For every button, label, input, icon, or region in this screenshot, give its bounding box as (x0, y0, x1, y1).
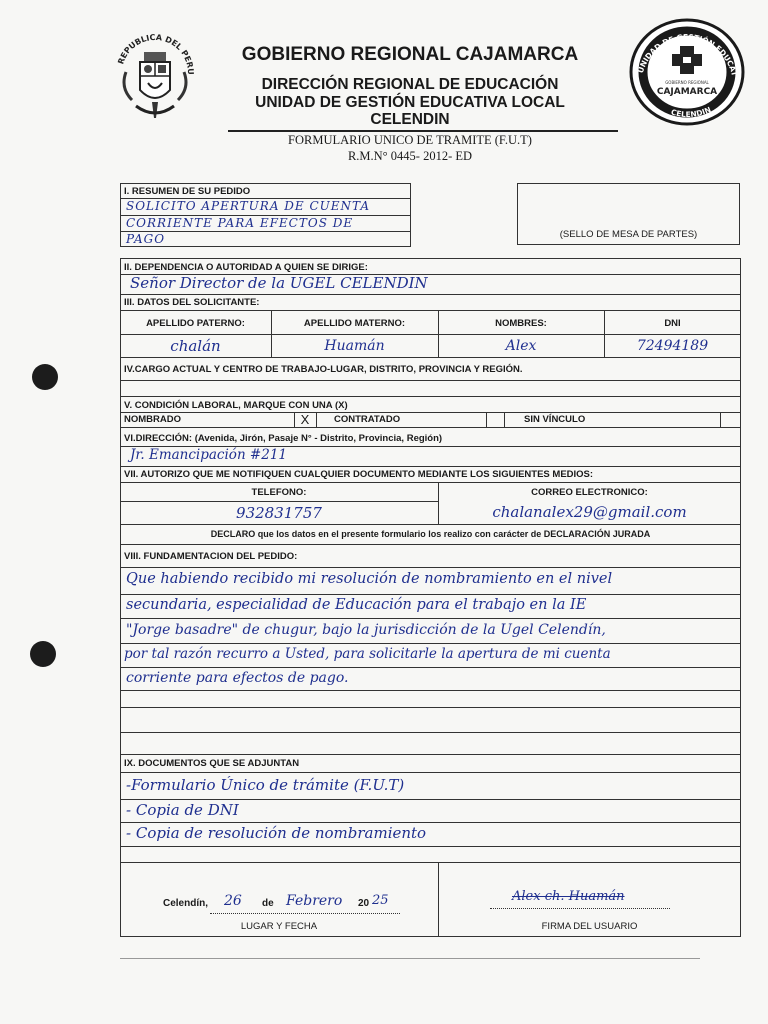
divider (120, 618, 741, 619)
date-year-suffix: 25 (372, 893, 389, 908)
peru-coat-of-arms-seal (112, 28, 198, 122)
section9-title: IX. DOCUMENTOS QUE SE ADJUNTAN (124, 758, 300, 769)
phone-label: TELEFONO: (251, 486, 307, 498)
divider (120, 567, 741, 568)
section5-title: V. CONDICIÓN LABORAL, MARQUE CON UNA (X) (124, 400, 348, 411)
divider (120, 544, 741, 545)
section4-title: IV.CARGO ACTUAL Y CENTRO DE TRABAJO-LUGAR, DISTRITO, PROVINCIA Y REGIÓN. (124, 364, 523, 375)
divider (486, 412, 487, 427)
value-apellido-paterno: chalán (170, 337, 221, 355)
section6-title: VI.DIRECCIÓN: (Avenida, Jirón, Pasaje N° - Distrito, Provincia, Región) (124, 433, 443, 444)
direction-title: DIRECCIÓN REGIONAL DE EDUCACIÓN (261, 76, 559, 93)
option-contratado: CONTRATADO (334, 414, 401, 425)
section1-title: I. RESUMEN DE SU PEDIDO (124, 186, 251, 197)
ugel-celendin-seal (628, 16, 746, 126)
attachment-item-2: - Copia de DNI (126, 801, 239, 819)
value-apellido-materno: Huamán (324, 338, 385, 354)
date-month: Febrero (286, 893, 343, 909)
date-de: de (262, 898, 274, 909)
reason-line-3: "Jorge basadre" de chugur, bajo la jurisdicción de la Ugel Celendín, (126, 622, 606, 638)
right-seal-center: CAJAMARCA (656, 87, 718, 97)
section2-title: II. DEPENDENCIA O AUTORIDAD A QUIEN SE DIRIGE: (124, 262, 368, 273)
divider (120, 667, 741, 668)
bottom-rule (120, 958, 700, 959)
divider (120, 310, 741, 311)
form-title: FORMULARIO UNICO DE TRAMITE (F.U.T) (288, 133, 532, 147)
header-apellido-materno: APELLIDO MATERNO: (303, 317, 406, 329)
section8-title: VIII. FUNDAMENTACION DEL PEDIDO: (124, 551, 298, 562)
right-seal-text: UNIDAD DE GESTIÓN EDUCAT (635, 32, 739, 78)
divider (120, 482, 741, 483)
date-day: 26 (224, 893, 242, 909)
summary-line-2: CORRIENTE PARA EFECTOS DE (126, 216, 354, 230)
divider (504, 412, 505, 427)
right-seal-small: GOBIERNO REGIONAL (665, 80, 709, 85)
reason-line-5: corriente para efectos de pago. (126, 670, 349, 686)
date-year-prefix: 20 (358, 898, 370, 909)
divider (120, 357, 741, 358)
divider (120, 754, 741, 755)
left-seal-text: REPUBLICA DEL PERU (116, 32, 196, 76)
stamp-label: (SELLO DE MESA DE PARTES) (559, 229, 698, 240)
summary-line-1: SOLICITO APERTURA DE CUENTA (126, 199, 371, 213)
divider (120, 524, 741, 525)
punch-hole-top (32, 364, 58, 390)
address-value: Jr. Emancipación #211 (130, 447, 288, 463)
authority-value: Señor Director de la UGEL CELENDIN (130, 274, 428, 292)
declaration-text: DECLARO que los datos en el presente formulario los realizo con carácter de DECLARACIÓN JURADA (210, 529, 651, 539)
section3-title: III. DATOS DEL SOLICITANTE: (124, 297, 260, 308)
right-seal-bottom: CELENDIN (669, 104, 713, 120)
divider (120, 594, 741, 595)
attachment-item-1: -Formulario Único de trámite (F.U.T) (126, 776, 405, 794)
value-dni: 72494189 (636, 338, 709, 354)
email-value: chalanalex29@gmail.com (492, 503, 687, 521)
divider (120, 380, 741, 381)
place-label: Celendín, (163, 898, 209, 909)
divider (120, 466, 741, 467)
date-underline (210, 913, 400, 914)
divider (120, 427, 741, 428)
divider (120, 690, 741, 691)
value-nombres: Alex (505, 338, 537, 354)
header-rule (228, 130, 618, 132)
divider (120, 396, 741, 397)
divider (120, 846, 741, 847)
option-sin-vinculo: SIN VÍNCULO (524, 414, 586, 425)
attachment-item-3: - Copia de resolución de nombramiento (126, 824, 427, 842)
header-dni: DNI (664, 317, 681, 329)
divider (120, 412, 741, 413)
nombrado-mark[interactable]: X (300, 412, 310, 427)
rmn-number: R.M.N° 0445- 2012- ED (347, 149, 473, 163)
header-apellido-paterno: APELLIDO PATERNO: (146, 317, 245, 329)
reason-line-1: Que habiendo recibido mi resolución de nombramiento en el nivel (126, 571, 613, 587)
government-title: GOBIERNO REGIONAL CAJAMARCA (241, 44, 579, 65)
phone-value: 932831757 (236, 504, 322, 522)
city-title: CELENDIN (370, 111, 450, 128)
section7-title: VII. AUTORIZO QUE ME NOTIFIQUEN CUALQUIER DOCUMENTO MEDIANTE LOS SIGUIENTES MEDIOS: (124, 469, 594, 480)
reason-line-4: por tal razón recurro a Usted, para solicitarle la apertura de mi cuenta (124, 646, 611, 662)
divider (120, 772, 741, 773)
divider (120, 294, 741, 295)
ugel-title: UNIDAD DE GESTIÓN EDUCATIVA LOCAL (255, 94, 565, 111)
place-date-label: LUGAR Y FECHA (240, 921, 318, 932)
punch-hole-bottom (30, 641, 56, 667)
header-nombres: NOMBRES: (495, 317, 547, 329)
divider (120, 707, 741, 708)
signature: Alex ch. Huamán (512, 889, 625, 904)
divider (316, 412, 317, 427)
divider (720, 412, 721, 427)
summary-line-3: PAGO (126, 232, 166, 246)
divider (120, 643, 741, 644)
divider (120, 799, 741, 800)
reason-line-2: secundaria, especialidad de Educación para el trabajo en la IE (126, 597, 587, 613)
divider (120, 732, 741, 733)
divider (120, 862, 741, 863)
divider (120, 822, 741, 823)
signature-label: FIRMA DEL USUARIO (541, 921, 638, 932)
signature-underline (490, 908, 670, 909)
email-label: CORREO ELECTRONICO: (531, 486, 648, 498)
option-nombrado: NOMBRADO (124, 414, 181, 425)
